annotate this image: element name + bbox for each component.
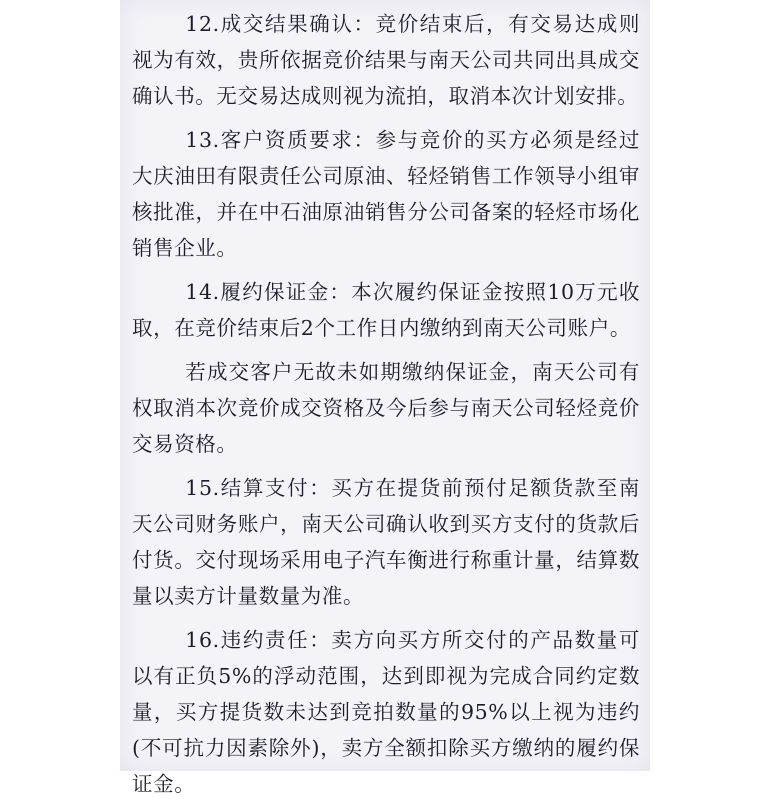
clause-14-bond-default: 若成交客户无故未如期缴纳保证金，南天公司有权取消本次竞价成交资格及今后参与南天公司轻烃竞价交易资格。 [132,360,640,456]
clause-13-customer-qualification: 13.客户资质要求：参与竞价的买方必须是经过大庆油田有限责任公司原油、轻烃销售工作领导小组审核批准，并在中石油原油销售分公司备案的轻烃市场化销售企业。 [132,128,640,260]
document-body [132,0,640,802]
clause-16-breach-liability: 16.违约责任：卖方向买方所交付的产品数量可以有正负5%的浮动范围，达到即视为完成合同约定数量，买方提货数未达到竞拍数量的95%以上视为违约(不可抗力因素除外)，卖方全额扣除买方缴纳的履约保证金。 [132,628,640,796]
clause-12-result-confirmation: 12.成交结果确认：竞价结束后，有交易达成则视为有效，贵所依据竞价结果与南天公司共同出具成交确认书。无交易达成则视为流拍，取消本次计划安排。 [132,12,640,108]
clause-15-settlement-payment: 15.结算支付：买方在提货前预付足额货款至南天公司财务账户，南天公司确认收到买方支付的货款后付货。交付现场采用电子汽车衡进行称重计量，结算数量以卖方计量数量为准。 [132,476,640,608]
clause-14-performance-bond: 14.履约保证金：本次履约保证金按照10万元收取，在竞价结束后2个工作日内缴纳到南天公司账户。 [132,280,640,340]
